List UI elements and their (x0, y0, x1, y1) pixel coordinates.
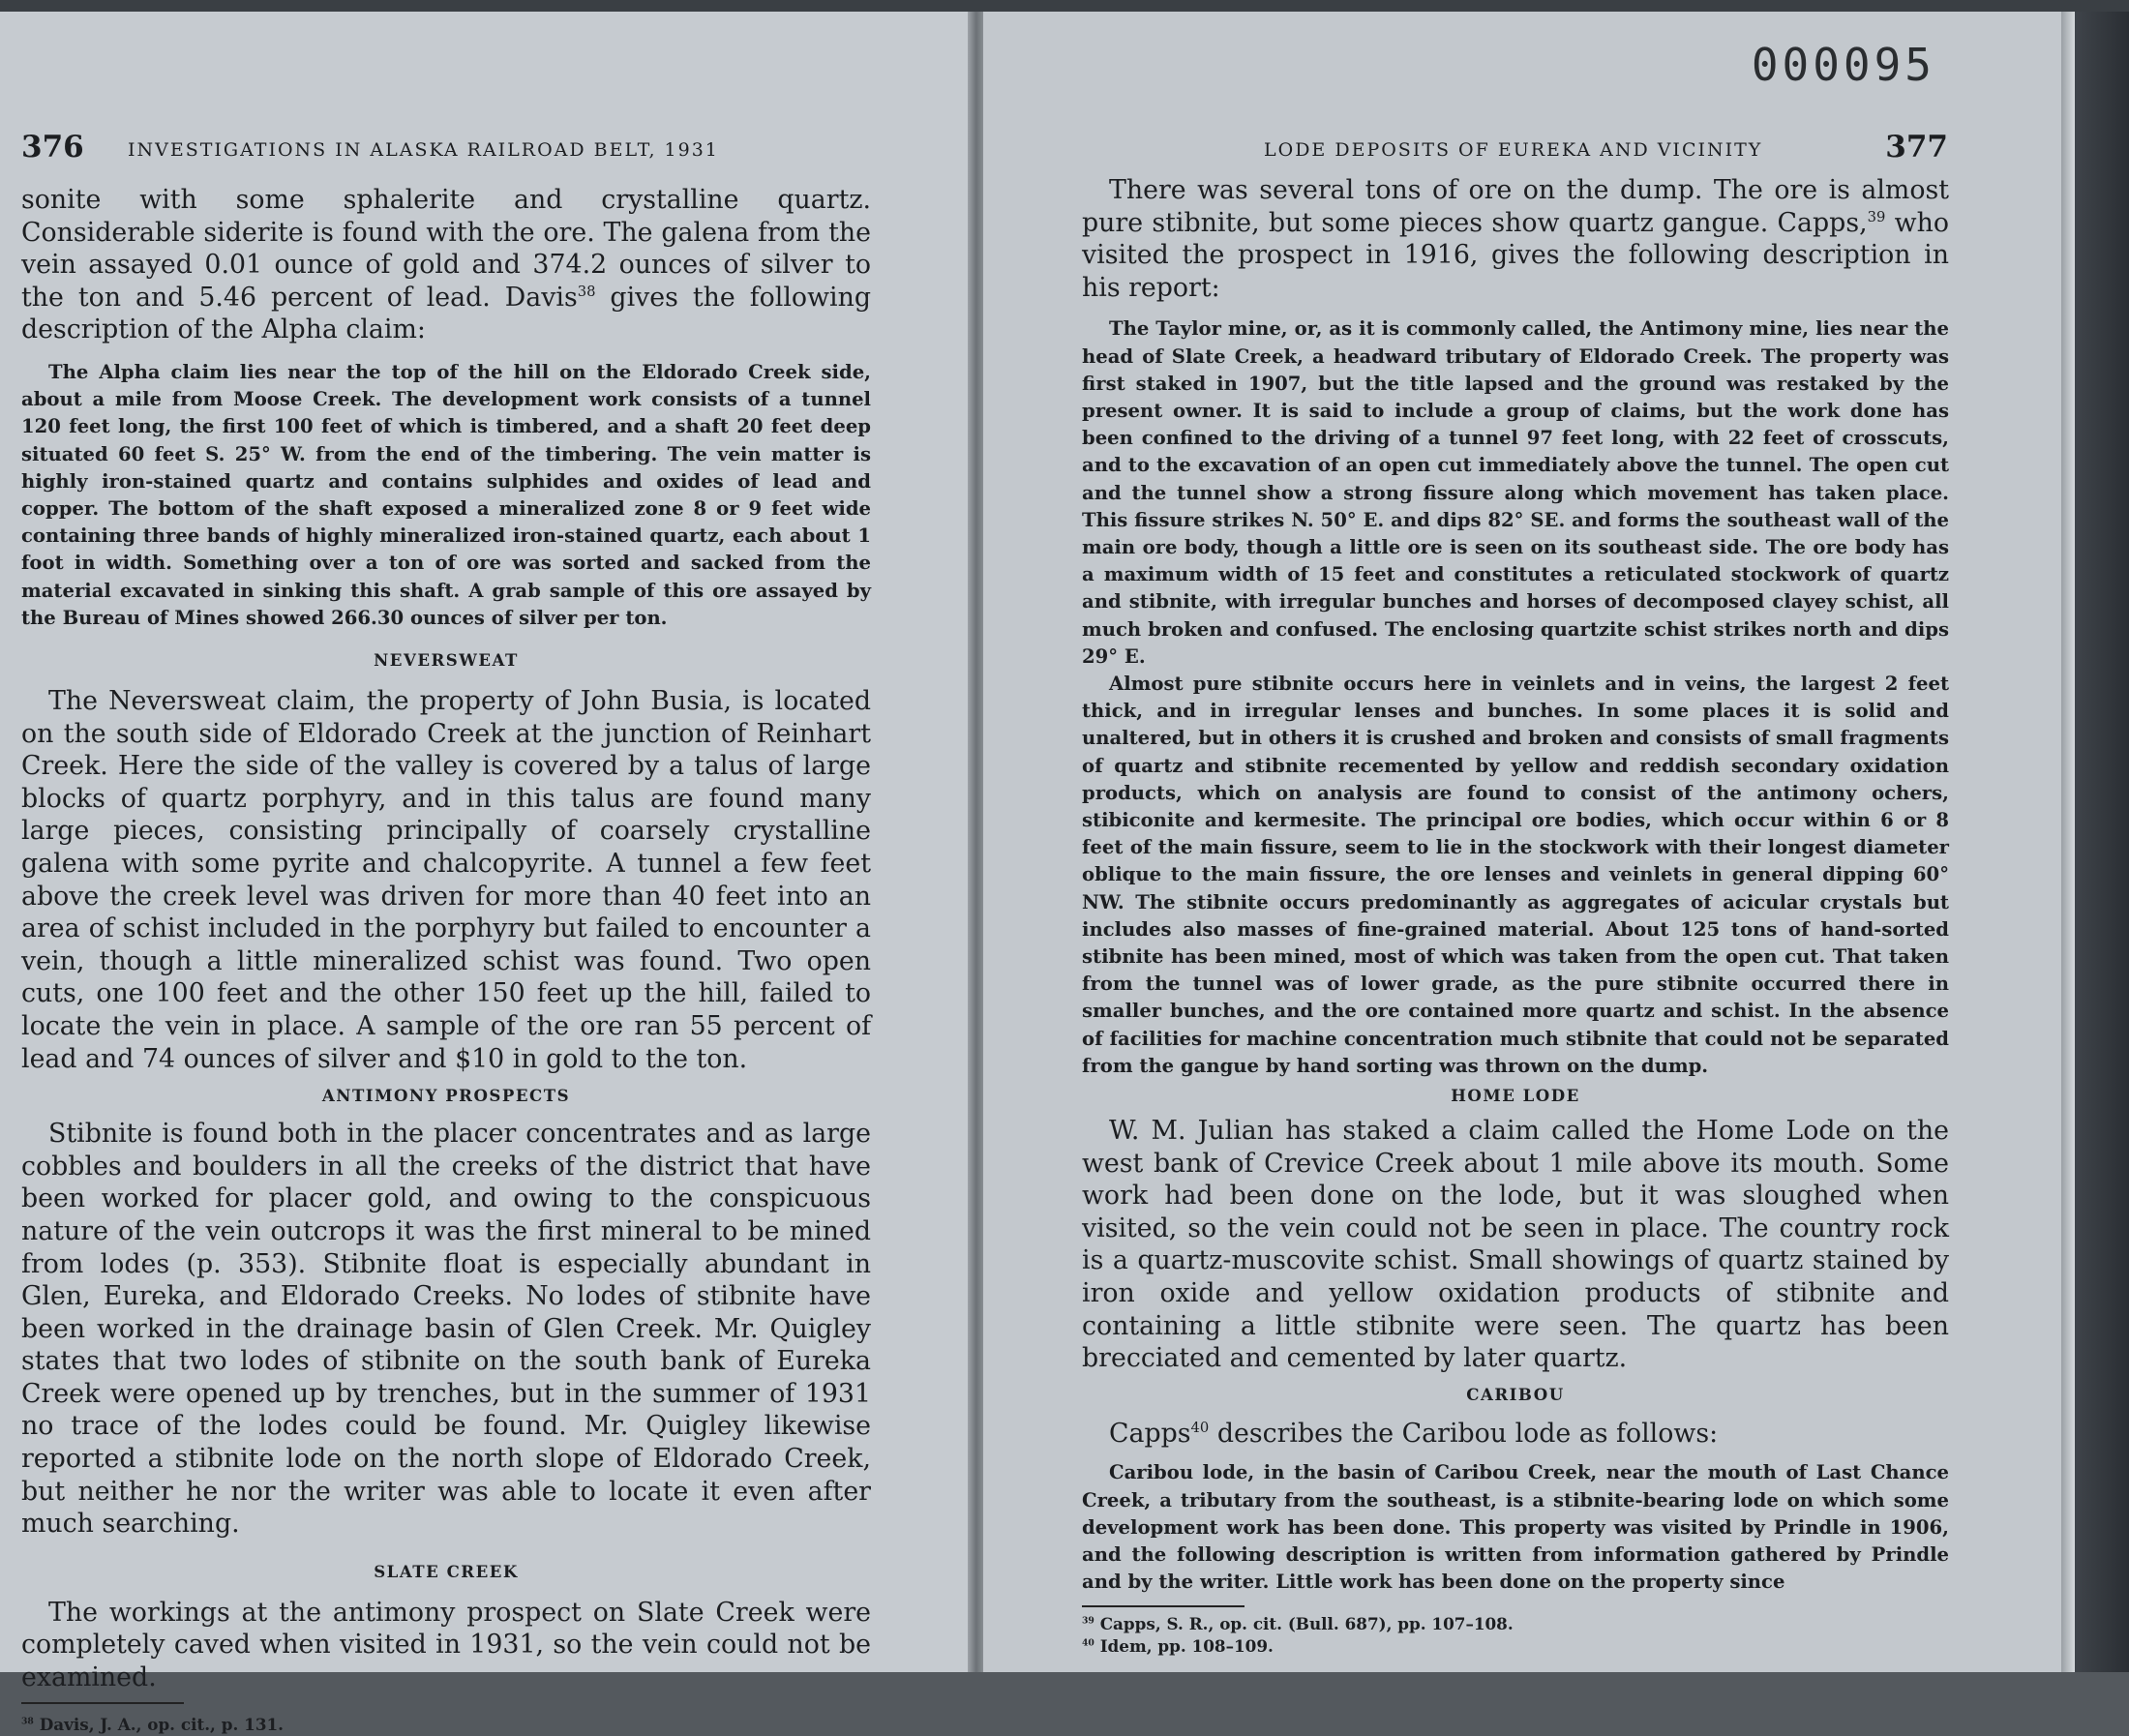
left-footnote-rule (21, 1702, 184, 1704)
right-intro-paragraph: There was several tons of ore on the dump. The ore is almost pure stibnite, but some pieces show quartz gangue. Capps,$^{39}$ who visited the prospect in 1916, gives the following description in his report: (1082, 175, 1949, 303)
antimony-prospects-heading: ANTIMONY PROSPECTS (321, 1086, 571, 1106)
right-page-number: 377 (1885, 130, 1948, 165)
right-footnote-rule (1082, 1605, 1244, 1607)
home-lode-paragraph: W. M. Julian has staked a claim called the Home Lode on the west bank of Crevice Creek about 1 mile above its mouth. Some work had been done on the lode, but it was sloughed when visited, so the vein could not be seen in place. The country rock is a quartz-muscovite schist. Small showings of quartz stained by iron oxide and yellow oxidation products of stibnite and containing a little stibnite were seen. The quartz has been brecciated and cemented by later quartz. (1082, 1116, 1949, 1374)
caribou-intro-paragraph: Capps$^{40}$ describes the Caribou lode as follows: (1109, 1418, 1719, 1449)
page-edge (2061, 12, 2075, 1672)
taylor-mine-quote: The Taylor mine, or, as it is commonly called, the Antimony mine, lies near the head of Slate Creek, a headward tributary of Eldorado Creek. The property was first staked in 1907, but the title lapsed and the ground was restaked by the present owner. It is said to include a group of claims, but the work done has been confined to the driving of a tunnel 97 feet long, with 22 feet of crosscuts, and to the excavation of an open cut immediately above the tunnel. The open cut and the tunnel show a strong fissure along which movement has taken place. This fissure strikes N. 50° E. and dips 82° SE. and forms the southeast wall of the main ore body, though a little ore is seen on its southeast side. The ore body has a maximum width of 15 feet and constitutes a reticulated stockwork of quartz and stibnite, with irregular bunches and horses of decomposed clayey schist, all much broken and confused. The enclosing quartzite schist strikes north and dips 29° E. (1082, 317, 1949, 668)
antimony-prospects-paragraph: Stibnite is found both in the placer concentrates and as large cobbles and boulders in all the creeks of the district that have been worked for placer gold, and owing to the conspicuous nature of the vein outcrops it was the first mineral to be mined from lodes (p. 353). Stibnite float is especially abundant in Glen, Eureka, and Eldorado Creeks. No lodes of stibnite have been worked in the drainage basin of Glen Creek. Mr. Quigley states that two lodes of stibnite on the south bank of Eureka Creek were opened up by trenches, but in the summer of 1931 no trace of the lodes could be found. Mr. Quigley likewise reported a stibnite lode on the north slope of Eldorado Creek, but neither he nor the writer was able to locate it even after much searching. (21, 1119, 871, 1540)
footnote-38: $^{38}$ Davis, J. A., op. cit., p. 131. (21, 1714, 285, 1734)
caribou-lode-quote: Caribou lode, in the basin of Caribou Creek, near the mouth of Last Chance Creek, a tributary from the southeast, is a stibnite-bearing lode on which some development work has been done. This property was visited by Prindle in 1906, and the following description is written from information gathered by Prindle and by the writer. Little work has been done on the property since (1082, 1461, 1949, 1594)
right-page (983, 12, 2061, 1672)
slate-creek-paragraph: The workings at the antimony prospect on Slate Creek were completely caved when visited in 1931, so the vein could not be examined. (21, 1597, 871, 1693)
neversweat-heading: NEVERSWEAT (374, 650, 519, 670)
home-lode-heading: HOME LODE (1451, 1086, 1580, 1106)
left-page (0, 12, 973, 1734)
footnote-40: $^{40}$ Idem, pp. 108–109. (1082, 1636, 1274, 1657)
neversweat-paragraph: The Neversweat claim, the property of John Busia, is located on the south side of Eldorado Creek at the junction of Reinhart Creek. Here the side of the valley is covered by a talus of large blocks of quartz porphyry, and in this talus are found many large pieces, consisting principally of coarsely crystalline galena with some pyrite and chalcopyrite. A tunnel a few feet above the creek level was driven for more than 40 feet into an area of schist included in the porphyry but failed to encounter a vein, though a little mineralized schist was found. Two open cuts, one 100 feet and the other 150 feet up the hill, failed to locate the vein in place. A sample of the ore ran 55 percent of lead and 74 ounces of silver and $10 in gold to the ton. (21, 686, 871, 1074)
right-page-body (1082, 174, 1949, 1658)
right-running-title: LODE DEPOSITS OF EUREKA AND VICINITY (1264, 139, 1763, 161)
scan-background-edge (2075, 12, 2129, 1672)
slate-creek-heading: SLATE CREEK (374, 1561, 519, 1581)
left-intro-paragraph: sonite with some sphalerite and crystalline quartz. Considerable siderite is found with the ore. The galena from the vein assayed 0.01 ounce of gold and 374.2 ounces of silver to the ton and 5.46 percent of lead. Davis$^{38}$ gives the following description of the Alpha claim: (21, 185, 871, 345)
alpha-claim-quote: The Alpha claim lies near the top of the hill on the Eldorado Creek side, about a mile from Moose Creek. The development work consists of a tunnel 120 feet long, the first 100 feet of which is timbered, and a shaft 20 feet deep situated 60 feet S. 25° W. from the end of the timbering. The vein matter is highly iron-stained quartz and contains sulphides and oxides of lead and copper. The bottom of the shaft exposed a mineralized zone 8 or 9 feet wide containing three bands of highly mineralized iron-stained quartz, each about 1 foot in width. Something over a ton of ore was sorted and sacked from the material excavated in sinking this shaft. A grab sample of this ore assayed by the Bureau of Mines showed 266.30 ounces of silver per ton. (21, 360, 871, 629)
left-page-number: 376 (21, 130, 84, 165)
left-running-head (21, 130, 916, 168)
right-running-head (1082, 130, 1948, 168)
caribou-heading: CARIBOU (1466, 1384, 1565, 1404)
footnote-ref-40: 40 (1190, 1419, 1210, 1436)
footnote-ref-38: 38 (577, 283, 596, 300)
stibnite-occurrence-quote: Almost pure stibnite occurs here in veinlets and in veins, the largest 2 feet thick, and in irregular lenses and bunches. In some places it is solid and unaltered, but in others it is crushed and broken and consists of small fragments of quartz and stibnite recemented by yellow and reddish secondary oxidation products, which on analysis are found to consist of the antimony ochers, stibiconite and kermesite. The principal ore bodies, which occur within 6 or 8 feet of the main fissure, seem to lie in the stockwork with their longest diameter oblique to the main fissure, the ore lenses and veinlets in general dipping 60° NW. The stibnite occurs predominantly as aggregates of acicular crystals but includes also masses of fine-grained material. About 125 tons of hand-sorted stibnite has been mined, most of which was taken from the open cut. That taken from the tunnel was of lower grade, as the pure stibnite occurred there in smaller bunches, and the ore contained more quartz and schist. In the absence of facilities for machine concentration much stibnite that could not be separated from the gangue by hand sorting was thrown on the dump. (1082, 673, 1949, 1077)
footnote-39: $^{39}$ Capps, S. R., op. cit. (Bull. 687), pp. 107–108. (1082, 1614, 1514, 1634)
left-running-title: INVESTIGATIONS IN ALASKA RAILROAD BELT, 1931 (128, 139, 719, 161)
archive-stamp-number: 000095 (1751, 39, 1935, 91)
left-page-body (21, 184, 871, 1736)
footnote-ref-39: 39 (1867, 208, 1886, 225)
